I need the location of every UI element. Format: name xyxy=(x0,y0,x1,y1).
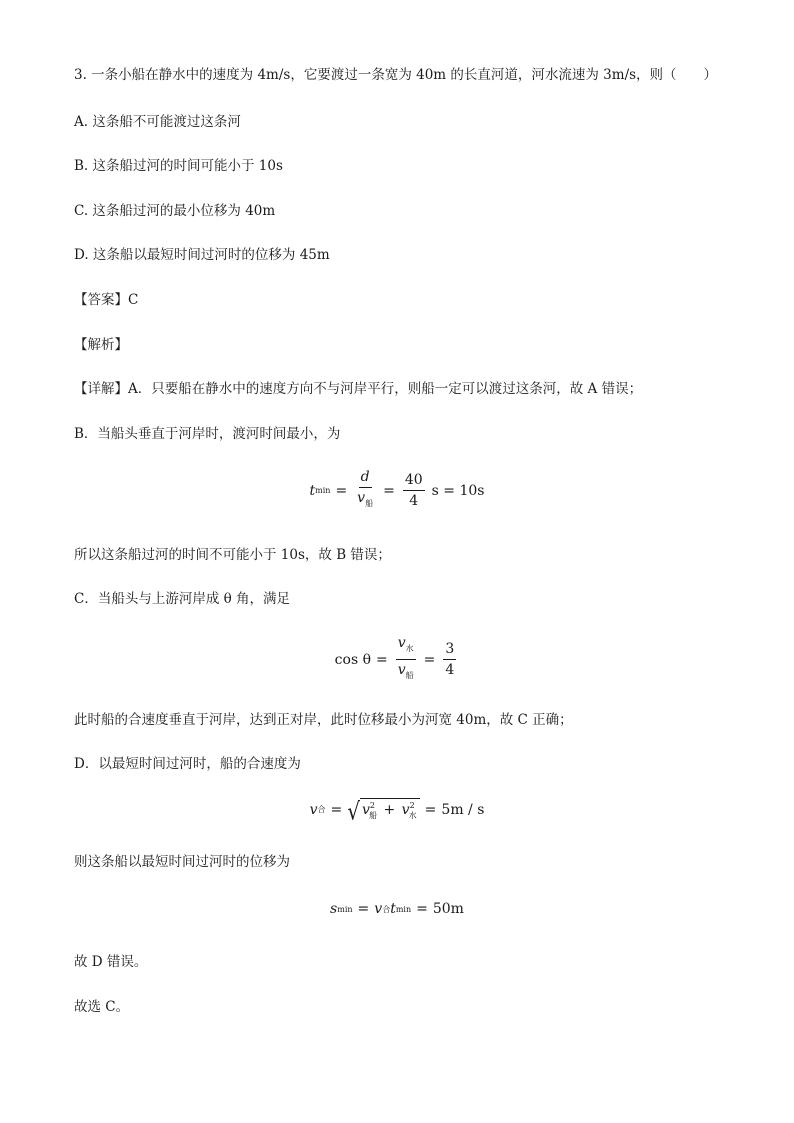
vhe-sqrt: √ $v^2_船 + v^2_水$ xyxy=(347,798,419,821)
answer-line xyxy=(74,291,138,309)
detail-d3: 故 D 错误。 xyxy=(74,954,148,970)
option-c: C. 这条船过河的最小位移为 40m xyxy=(74,203,276,219)
option-d: D. 这条船以最短时间过河时的位移为 45m xyxy=(74,247,330,263)
question-stem: 3. 一条小船在静水中的速度为 4m/s，它要渡过一条宽为 40m 的长直河道，河水流速为 3m/s，则（ ） xyxy=(74,67,718,83)
smin-rhs: 50m xyxy=(432,901,464,917)
vhe-rhs: 5m / s xyxy=(441,801,485,818)
tmin-lhs: t xyxy=(309,482,316,499)
detail-b: B．当船头垂直于河岸时，渡河时间最小，为 xyxy=(74,426,341,442)
tmin-frac2: $\frac{40}{4}$ xyxy=(404,472,423,509)
option-a: A. 这条船不可能渡过这条河 xyxy=(74,114,241,130)
final-choice: 故选 C。 xyxy=(74,999,130,1015)
detail-d: D．以最短时间过河时，船的合速度为 xyxy=(74,756,301,772)
detail-a: 【详解】A．只要船在静水中的速度方向不与河岸平行，则船一定可以渡过这条河，故 A 错误； xyxy=(74,381,643,397)
detail-d2: 则这条船以最短时间过河时的位移为 xyxy=(74,854,290,870)
detail-c2: 此时船的合速度垂直于河岸，达到正对岸，此时位移最小为河宽 40m，故 C 正确； xyxy=(74,712,573,728)
tmin-lhs-sub: min xyxy=(315,486,331,495)
formula-smin: s min = v 合 t min = 50m xyxy=(330,901,464,917)
analysis-label: 【解析】 xyxy=(74,337,128,353)
tmin-rhs: s = 10s xyxy=(431,482,485,499)
formula-cos: cos θ = $\frac{v_水}{v_船}$ = $\frac{3}{4}$ xyxy=(0,634,794,685)
cos-frac1: $\frac{v_水}{v_船}$ xyxy=(397,635,414,680)
tmin-frac1: $\frac{d}{v_船}$ xyxy=(357,469,374,508)
formula-vhe: v 合 = √ $v^2_船 + v^2_水$ = 5m / s xyxy=(309,796,485,826)
formula-tmin: t min = $\frac{d}{v_船}$ = $\frac{40}{4}$ s = 10s xyxy=(0,468,794,513)
cos-lhs: cos θ xyxy=(334,651,372,668)
answer-label: 【答案】 xyxy=(74,292,128,308)
detail-b2: 所以这条船过河的时间不可能小于 10s，故 B 错误； xyxy=(74,547,391,563)
detail-c: C．当船头与上游河岸成 θ 角，满足 xyxy=(74,591,291,607)
option-b: B. 这条船过河的时间可能小于 10s xyxy=(74,158,283,174)
answer-value: C xyxy=(128,292,139,308)
cos-frac2: $\frac{3}{4}$ xyxy=(445,641,455,678)
